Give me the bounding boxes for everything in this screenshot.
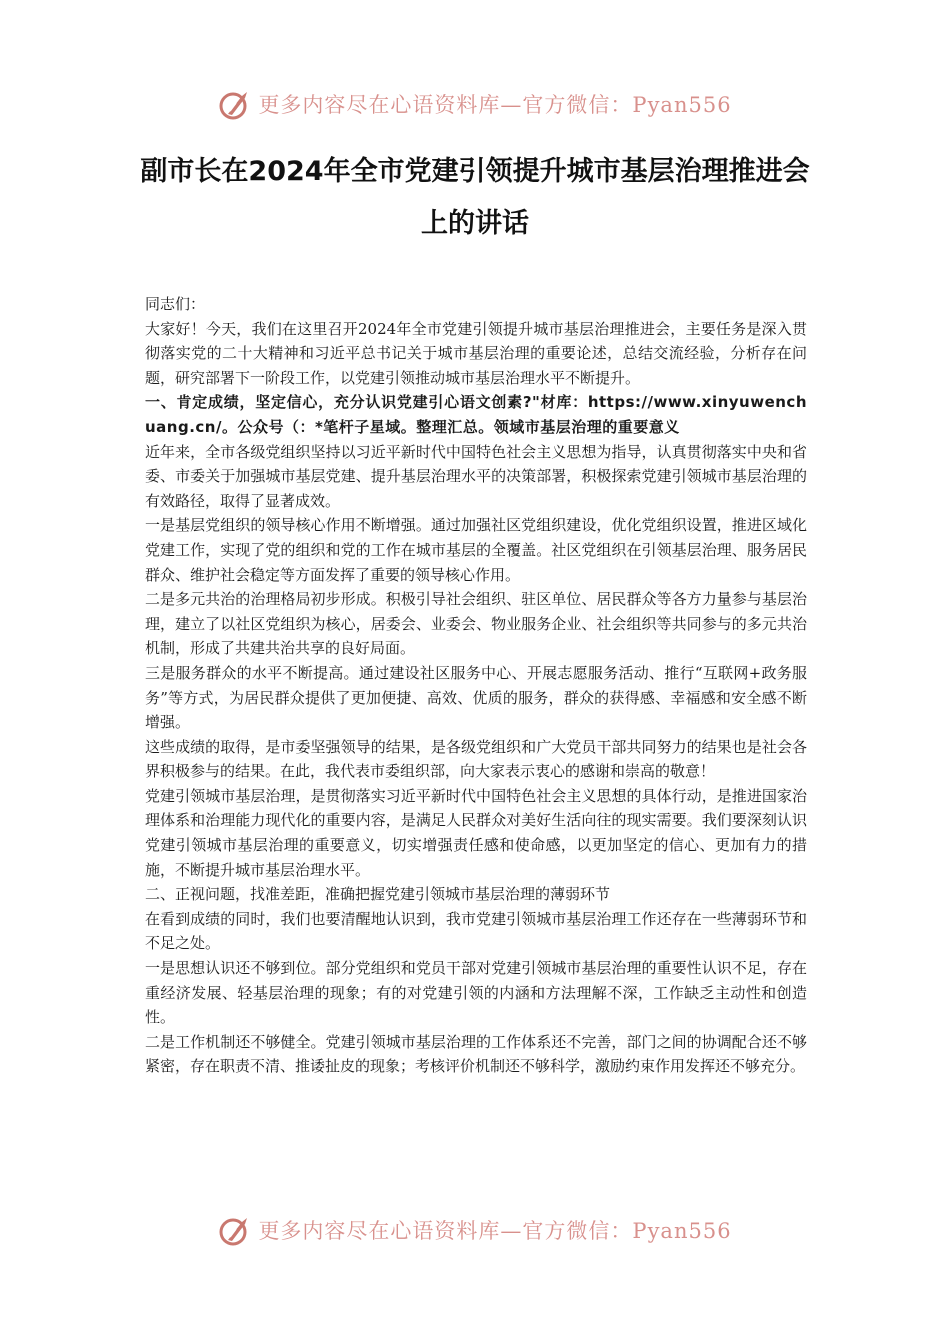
footer-watermark-text: 更多内容尽在心语资料库—官方微信：Pyan556 xyxy=(258,1219,732,1243)
paragraph: 二是工作机制还不够健全。党建引领城市基层治理的工作体系还不完善，部门之间的协调配合还不够紧密，存在职责不清、推诿扯皮的现象；考核评价机制还不够科学，激励约束作用发挥还不够充分。 xyxy=(145,1032,807,1076)
paragraph-intro: 大家好！今天，我们在这里召开2024年全市党建引领提升城市基层治理推进会，主要任务是深入贯彻落实党的二十大精神和习近平总书记关于城市基层治理的重要论述，总结交流经验，分析存在问题，研究部署下一阶段工作，以党建引领推动城市基层治理水平不断提升。 xyxy=(145,319,807,387)
footer-watermark-banner xyxy=(0,1208,950,1252)
paragraph: 这些成绩的取得，是市委坚强领导的结果，是各级党组织和广大党员干部共同努力的结果也是社会各界积极参与的结果。在此，我代表市委组织部，向大家表示衷心的感谢和崇高的敬意！ xyxy=(145,737,807,781)
section-heading-1: 一、肯定成绩，坚定信心，充分认识党建引心语文创素?"材库：https://www.xinyuwenchuang.cn/。公众号（：*笔杆子星域。整理汇总。领域市基层治理的重要意义 xyxy=(145,393,807,436)
paragraph: 一是思想认识还不够到位。部分党组织和党员干部对党建引领城市基层治理的重要性认识不足，存在重经济发展、轻基层治理的现象；有的对党建引领的内涵和方法理解不深，工作缺乏主动性和创造性。 xyxy=(145,959,807,1027)
header-watermark-banner xyxy=(0,82,950,126)
document-title: 副市长在2024年全市党建引领提升城市基层治理推进会上的讲话 xyxy=(140,156,810,239)
paragraph: 近年来，全市各级党组织坚持以习近平新时代中国特色社会主义思想为指导，认真贯彻落实中央和省委、市委关于加强城市基层党建、提升基层治理水平的决策部署，积极探索党建引领城市基层治理的有效路径，取得了显著成效。 xyxy=(145,442,807,510)
section-heading-2: 二、正视问题，找准差距，准确把握党建引领城市基层治理的薄弱环节 xyxy=(145,885,611,904)
paragraph: 一是基层党组织的领导核心作用不断增强。通过加强社区党组织建设，优化党组织设置，推进区域化党建工作，实现了党的组织和党的工作在城市基层的全覆盖。社区党组织在引领基层治理、服务居民群众、维护社会稳定等方面发挥了重要的领导核心作用。 xyxy=(145,516,807,584)
paragraph: 二是多元共治的治理格局初步形成。积极引导社会组织、驻区单位、居民群众等各方力量参与基层治理，建立了以社区党组织为核心，居委会、业委会、物业服务企业、社会组织等共同参与的多元共治机制，形成了共建共治共享的良好局面。 xyxy=(145,590,807,658)
pen-nib-logo-icon xyxy=(218,1213,252,1247)
pen-nib-logo-icon xyxy=(218,87,252,121)
header-watermark-text: 更多内容尽在心语资料库—官方微信：Pyan556 xyxy=(258,93,732,117)
document-body xyxy=(145,292,807,1079)
paragraph: 在看到成绩的同时，我们也要清醒地认识到，我市党建引领城市基层治理工作还存在一些薄弱环节和不足之处。 xyxy=(145,909,807,953)
paragraph: 党建引领城市基层治理，是贯彻落实习近平新时代中国特色社会主义思想的具体行动，是推进国家治理体系和治理能力现代化的重要内容，是满足人民群众对美好生活向往的现实需要。我们要深刻认识党建引领城市基层治理的重要意义，切实增强责任感和使命感，以更加坚定的信心、更加有力的措施，不断提升城市基层治理水平。 xyxy=(145,786,807,879)
paragraph: 三是服务群众的水平不断提高。通过建设社区服务中心、开展志愿服务活动、推行“互联网+政务服务”等方式，为居民群众提供了更加便捷、高效、优质的服务，群众的获得感、幸福感和安全感不断增强。 xyxy=(145,663,807,732)
greeting: 同志们： xyxy=(145,295,206,313)
